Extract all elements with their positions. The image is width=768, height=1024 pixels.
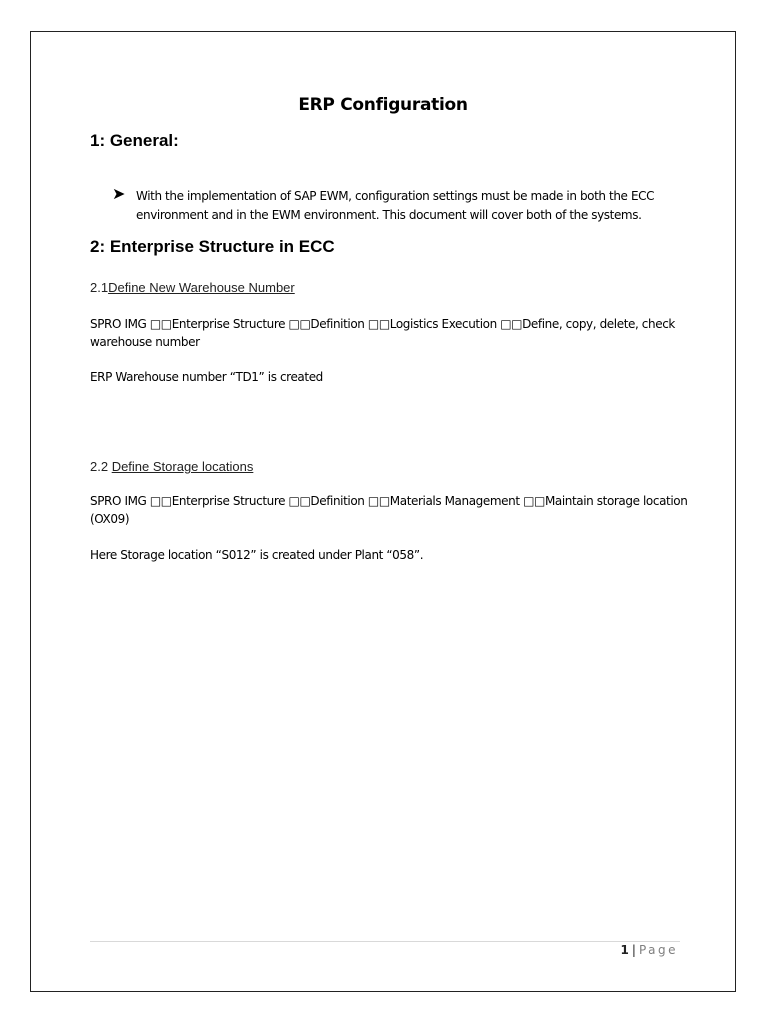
img-path-storage-location: SPRO IMG □□Enterprise Structure □□Definition □□Materials Management □□Maintain storage location (OX09) [90,494,688,526]
page-footer [621,943,678,957]
section-heading-general: 1: General: [90,131,179,150]
bullet-item [112,184,672,225]
page-number: 1 [620,943,629,957]
subheading-2-2-title: Define Storage locations [111,459,254,474]
section-heading-enterprise: 2: Enterprise Structure in ECC [90,237,335,256]
storage-location-created-note: Here Storage location “S012” is created under Plant “058”. [90,548,424,562]
footer-divider [90,941,680,942]
document-title: ERP Configuration [298,95,468,115]
page-label: Page [638,943,678,957]
warehouse-created-note: ERP Warehouse number “TD1” is created [90,370,323,384]
subheading-2-2 [90,459,253,474]
subheading-2-1-number: 2.1 [90,280,109,295]
subheading-2-1-title: Define New Warehouse Number [108,280,295,295]
footer-separator: | [631,943,636,957]
bullet-text: With the implementation of SAP EWM, configuration settings must be made in both the ECC environment and in the EWM environment. This document will cover both of the systems. [136,189,655,222]
arrowhead-bullet-icon: ➤ [112,184,126,203]
subheading-2-2-number: 2.2 [90,459,112,474]
img-path-warehouse: SPRO IMG □□Enterprise Structure □□Definition □□Logistics Execution □□Define, copy, delete, check warehouse number [90,317,675,349]
subheading-2-1 [90,280,295,295]
